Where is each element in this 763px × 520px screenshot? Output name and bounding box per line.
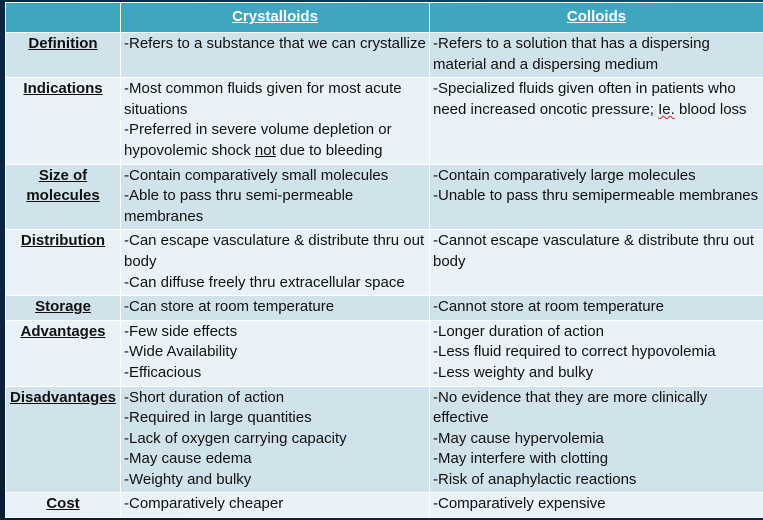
colloids-cell [430,296,763,321]
cell-line: -Contain comparatively large molecules [433,166,696,184]
cell-line: -Weighty and bulky [124,470,252,488]
header-crystalloids: Crystalloids [121,3,430,33]
cell-text: blood loss [674,100,747,118]
spellcheck-word: Ie. [658,100,675,118]
cell-line: -Risk of anaphylactic reactions [433,470,637,488]
row-label: Advantages [6,320,121,386]
row-label: Disadvantages [6,386,121,493]
header-blank-cell [6,3,121,33]
cell-line: -Efficacious [124,363,202,381]
cell-line: -Short duration of action [124,388,285,406]
row-indications [6,78,763,164]
crystalloids-cell [121,230,430,296]
cell-line: -Refers to a solution that has a dispersing material and a dispersing medium [433,35,710,73]
cell-line: -Lack of oxygen carrying capacity [124,429,347,447]
cell-line: -Less fluid required to correct hypovolemia [433,343,716,361]
crystalloids-cell [121,164,430,230]
header-row [6,3,763,33]
cell-line: -Longer duration of action [433,322,604,340]
cell-line: -Cannot store at room temperature [433,298,664,316]
cell-line: -May interfere with clotting [433,450,609,468]
cell-line: -Can diffuse freely thru extracellular space [124,273,405,291]
row-label: Indications [6,78,121,164]
row-label: Distribution [6,230,121,296]
cell-line: -May cause edema [124,450,252,468]
cell-line: -Most common fluids given for most acute situations [124,80,402,118]
cell-line: -Comparatively cheaper [124,495,284,513]
crystalloids-cell [121,33,430,78]
colloids-cell [430,164,763,230]
cell-line [124,120,426,161]
cell-text: -Specialized fluids given often in patients who need increased oncotic pressure; [433,80,736,118]
row-cost [6,493,763,518]
colloids-cell [430,493,763,518]
cell-line: -Able to pass thru semi-permeable membranes [124,187,354,225]
row-distribution [6,230,763,296]
row-storage [6,296,763,321]
colloids-cell [430,33,763,78]
cell-line: -Can escape vasculature & distribute thru out body [124,232,425,270]
colloids-cell [430,230,763,296]
cell-line: -Unable to pass thru semipermeable membranes [433,187,759,205]
cell-line: -Refers to a substance that we can crystallize [124,35,426,52]
cell-line [433,79,760,120]
row-label: Storage [6,296,121,321]
crystalloids-cell [121,78,430,164]
cell-line: -Cannot escape vasculature & distribute thru out body [433,232,755,270]
comparison-table [5,2,763,518]
cell-line: -Comparatively expensive [433,495,606,513]
cell-text: -Preferred in severe volume depletion or hypovolemic shock [124,121,392,159]
cell-line: -May cause hypervolemia [433,429,604,447]
row-disadvantages [6,386,763,493]
cell-line: -Required in large quantities [124,409,312,427]
cell-text: due to bleeding [275,141,383,159]
cell-line: -Less weighty and bulky [433,363,594,381]
row-label: Cost [6,493,121,518]
cell-line: -Contain comparatively small molecules [124,166,389,184]
row-size-of-molecules [6,164,763,230]
cell-line: -Can store at room temperature [124,298,335,316]
row-advantages [6,320,763,386]
crystalloids-cell [121,386,430,493]
cell-line: -Few side effects [124,322,238,340]
row-label: Size of molecules [6,164,121,230]
crystalloids-cell [121,493,430,518]
colloids-cell [430,78,763,164]
cell-line: -No evidence that they are more clinically effective [433,388,708,427]
crystalloids-cell [121,296,430,321]
row-definition [6,33,763,78]
row-label: Definition [6,33,121,78]
crystalloids-cell [121,320,430,386]
colloids-cell [430,386,763,493]
emphasis-not: not [254,141,276,159]
header-colloids: Colloids [430,3,763,33]
cell-line: -Wide Availability [124,343,238,361]
colloids-cell [430,320,763,386]
